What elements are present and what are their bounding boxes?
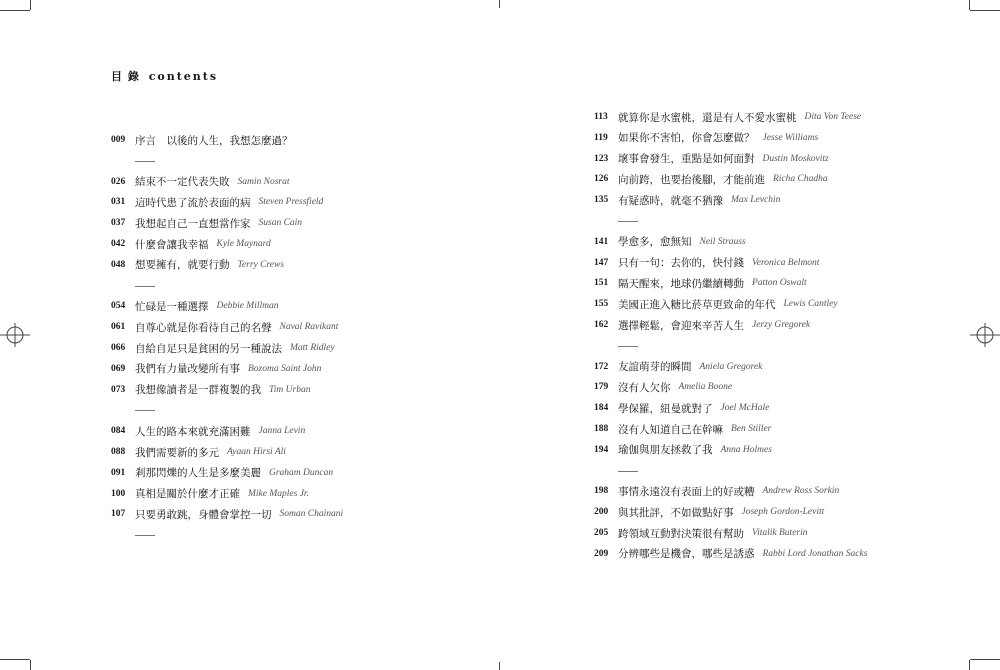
toc-page-number: 184 <box>594 403 609 414</box>
toc-author-name: Jerzy Gregorek <box>752 320 811 330</box>
toc-chapter-title: 瑜伽與朋友拯救了我 <box>618 444 713 457</box>
registration-mark-right <box>970 320 1000 350</box>
section-separator <box>135 535 155 536</box>
toc-page-number: 048 <box>111 259 126 270</box>
toc-author-name: Patton Oswalt <box>752 278 807 289</box>
section-separator <box>135 410 155 411</box>
toc-chapter-title: 事情永遠沒有表面上的好或糟 <box>618 485 755 498</box>
toc-author-name: Rabbi Lord Jonathan Sacks <box>762 548 868 559</box>
toc-chapter-title: 自尊心就是你看待自己的名聲 <box>135 321 272 334</box>
toc-page-number: 135 <box>594 195 609 206</box>
section-separator <box>618 221 638 222</box>
toc-chapter-title: 我們需要新的多元 <box>135 446 219 459</box>
toc-chapter-title: 分辨哪些是機會，哪些是誘惑 <box>618 548 755 561</box>
toc-author-name: Dustin Moskovitz <box>762 153 829 164</box>
toc-chapter-title: 就算你是水蜜桃，還是有人不愛水蜜桃 <box>618 111 797 124</box>
toc-page-number: 123 <box>594 153 609 164</box>
crop-mark <box>0 10 30 11</box>
crop-mark <box>0 659 30 660</box>
toc-chapter-title: 只有一句：去你的，快付錢 <box>618 257 744 270</box>
toc-entry[interactable] <box>111 297 279 315</box>
toc-author-name: Veronica Belmont <box>752 257 820 268</box>
toc-author-name: Naval Ravikant <box>279 322 339 333</box>
toc-entry[interactable] <box>111 485 309 503</box>
toc-page-number: 172 <box>594 361 609 372</box>
toc-title-zh: 目 錄 <box>111 70 140 83</box>
toc-chapter-title: 真相是關於什麼才正確 <box>135 488 240 501</box>
toc-entry[interactable] <box>594 378 732 396</box>
toc-page-number: 009 <box>111 135 126 145</box>
toc-entry[interactable] <box>594 399 769 417</box>
toc-page-number: 119 <box>594 132 608 143</box>
toc-entry[interactable] <box>594 358 762 376</box>
toc-page-number: 194 <box>594 444 609 455</box>
crop-mark <box>969 660 970 670</box>
toc-entry[interactable] <box>111 173 290 191</box>
toc-entry[interactable] <box>594 441 772 459</box>
toc-entry[interactable] <box>111 381 310 399</box>
toc-author-name: Anna Holmes <box>720 444 772 455</box>
toc-entry[interactable] <box>111 339 335 357</box>
toc-chapter-title: 人生的路本來就充滿困難 <box>135 425 251 438</box>
toc-entry[interactable] <box>594 191 780 209</box>
toc-entry[interactable] <box>594 108 861 126</box>
toc-page-number: 073 <box>111 384 126 395</box>
toc-author-name: Janna Levin <box>258 426 306 437</box>
toc-chapter-title: 學愈多，愈無知 <box>618 236 692 249</box>
toc-entry[interactable] <box>594 545 867 563</box>
toc-page-number: 037 <box>111 218 126 229</box>
toc-page-number: 147 <box>594 257 609 268</box>
toc-entry[interactable] <box>594 129 818 147</box>
toc-title <box>111 68 218 84</box>
toc-page-number: 205 <box>594 528 609 538</box>
toc-author-name: Joel McHale <box>720 403 770 414</box>
toc-entry[interactable] <box>111 422 305 440</box>
section-separator <box>135 161 155 162</box>
toc-entry[interactable] <box>111 318 338 336</box>
toc-page-number: 209 <box>594 548 609 559</box>
section-separator <box>618 346 638 347</box>
toc-chapter-title: 忙碌是一種選擇 <box>135 300 209 313</box>
toc-page-number: 084 <box>111 426 126 437</box>
toc-author-name: Joseph Gordon-Levitt <box>741 507 825 518</box>
toc-author-name: Mike Maples Jr. <box>248 488 309 499</box>
toc-author-name: Susan Cain <box>258 218 303 229</box>
crop-mark <box>970 659 1000 660</box>
toc-author-name: Andrew Ross Sorkin <box>762 486 840 497</box>
section-separator <box>135 286 155 287</box>
toc-page-number: 155 <box>594 299 609 310</box>
toc-author-name: Debbie Millman <box>216 301 279 312</box>
toc-entry[interactable] <box>594 482 839 500</box>
toc-chapter-title: 我想起自己一直想當作家 <box>135 217 251 230</box>
toc-entry[interactable] <box>111 193 323 211</box>
toc-chapter-title: 有疑惑時，就毫不猶豫 <box>618 194 723 207</box>
toc-title-latin: contents <box>148 70 219 83</box>
toc-entry[interactable] <box>111 256 284 274</box>
toc-page-number: 151 <box>594 278 609 289</box>
toc-chapter-title: 壞事會發生，重點是如何面對 <box>618 153 755 166</box>
toc-author-name: Soman Chainani <box>279 509 344 520</box>
toc-chapter-title: 隔天醒來，地球仍繼續轉動 <box>618 277 744 290</box>
toc-chapter-title: 剎那閃爍的人生是多麼美麗 <box>135 467 261 480</box>
toc-entry[interactable] <box>594 524 808 542</box>
toc-author-name: Vitalik Buterin <box>752 528 808 538</box>
registration-mark-left <box>0 320 30 350</box>
toc-author-name: Tim Urban <box>269 384 311 395</box>
toc-chapter-title: 美國正進入糖比菸草更致命的年代 <box>618 298 776 311</box>
toc-chapter-title: 沒有人知道自己在幹嘛 <box>618 423 723 436</box>
toc-author-name: Terry Crews <box>237 259 285 270</box>
toc-page-number: 054 <box>111 301 126 312</box>
toc-author-name: Kyle Maynard <box>216 239 271 249</box>
toc-chapter-title: 序言 以後的人生，我想怎麼過？ <box>135 134 293 147</box>
toc-chapter-title: 結束不一定代表失敗 <box>135 176 230 189</box>
toc-page-number: 100 <box>111 488 126 499</box>
toc-page-number: 026 <box>111 176 126 187</box>
toc-page-number: 126 <box>594 174 609 185</box>
toc-entry[interactable] <box>111 235 271 253</box>
toc-chapter-title: 如果你不害怕，你會怎麼做？ <box>618 132 755 145</box>
toc-chapter-title: 這時代患了流於表面的病 <box>135 196 251 209</box>
toc-page-number: 179 <box>594 382 609 393</box>
toc-chapter-title: 沒有人欠你 <box>618 381 671 394</box>
toc-entry[interactable] <box>594 503 824 521</box>
toc-chapter-title: 跨領域互動對決策很有幫助 <box>618 527 744 540</box>
crop-mark <box>499 662 500 670</box>
toc-page-number: 066 <box>111 343 126 353</box>
toc-chapter-title: 學保羅，紐曼就對了 <box>618 402 713 415</box>
toc-author-name: Graham Duncan <box>269 467 334 478</box>
toc-entry[interactable] <box>111 464 333 482</box>
toc-author-name: Dita Von Teese <box>804 112 862 122</box>
toc-page-number: 107 <box>111 509 126 520</box>
toc-entry[interactable] <box>111 214 302 232</box>
toc-entry[interactable] <box>111 360 321 378</box>
toc-entry[interactable] <box>594 420 771 438</box>
crop-mark <box>30 660 31 670</box>
toc-chapter-title: 我們有力量改變所有事 <box>135 363 240 376</box>
crop-mark <box>970 10 1000 11</box>
toc-author-name: Aniela Gregorek <box>699 361 763 372</box>
toc-entry[interactable] <box>594 254 819 272</box>
toc-entry[interactable] <box>594 233 746 251</box>
toc-page-number: 042 <box>111 239 126 249</box>
toc-author-name: Lewis Cantley <box>783 299 838 310</box>
toc-page-number: 162 <box>594 320 609 330</box>
toc-page-number: 198 <box>594 486 609 497</box>
toc-page-number: 141 <box>594 236 609 247</box>
section-separator <box>618 471 638 472</box>
toc-chapter-title: 與其批評，不如做點好事 <box>618 506 734 519</box>
toc-author-name: Ben Stiller <box>731 424 772 434</box>
toc-chapter-title: 自給自足只是貧困的另一種說法 <box>135 342 282 355</box>
toc-chapter-title: 只要勇敢跳，身體會掌控一切 <box>135 508 272 521</box>
toc-entry[interactable] <box>594 150 829 168</box>
crop-mark <box>499 0 500 8</box>
toc-entry[interactable] <box>594 316 810 334</box>
toc-page-number: 061 <box>111 322 126 333</box>
toc-chapter-title: 什麼會讓我幸福 <box>135 238 209 251</box>
toc-chapter-title: 我想像讀者是一群複製的我 <box>135 384 261 397</box>
toc-page-number: 200 <box>594 507 609 518</box>
toc-chapter-title: 友誼萌芽的瞬間 <box>618 361 692 374</box>
toc-author-name: Steven Pressfield <box>258 197 324 208</box>
toc-page-number: 088 <box>111 447 126 457</box>
toc-page-number: 188 <box>594 424 609 434</box>
toc-chapter-title: 想要擁有，就要行動 <box>135 259 230 272</box>
toc-entry[interactable] <box>594 295 838 313</box>
toc-page-number: 069 <box>111 363 126 374</box>
toc-author-name: Ayaan Hirsi Ali <box>227 447 286 457</box>
toc-page-number: 091 <box>111 467 126 478</box>
toc-page-number: 113 <box>594 112 608 122</box>
crop-mark <box>969 0 970 10</box>
toc-entry[interactable] <box>111 131 293 149</box>
crop-mark <box>30 0 31 10</box>
toc-author-name: Matt Ridley <box>290 343 335 353</box>
toc-author-name: Jesse Williams <box>762 132 819 143</box>
toc-author-name: Neil Strauss <box>699 236 746 247</box>
toc-entry[interactable] <box>594 274 807 292</box>
toc-entry[interactable] <box>594 170 828 188</box>
toc-author-name: Samin Nosrat <box>237 176 290 187</box>
toc-entry[interactable] <box>111 505 343 523</box>
toc-author-name: Richa Chadha <box>773 174 828 185</box>
toc-page-number: 031 <box>111 197 126 208</box>
toc-author-name: Max Levchin <box>731 195 781 206</box>
toc-chapter-title: 選擇輕鬆，會迎來辛苦人生 <box>618 319 744 332</box>
toc-chapter-title: 向前跨，也要抬後腳，才能前進 <box>618 173 765 186</box>
toc-entry[interactable] <box>111 443 286 461</box>
toc-author-name: Bozoma Saint John <box>248 363 322 374</box>
toc-author-name: Amelia Boone <box>678 382 733 393</box>
